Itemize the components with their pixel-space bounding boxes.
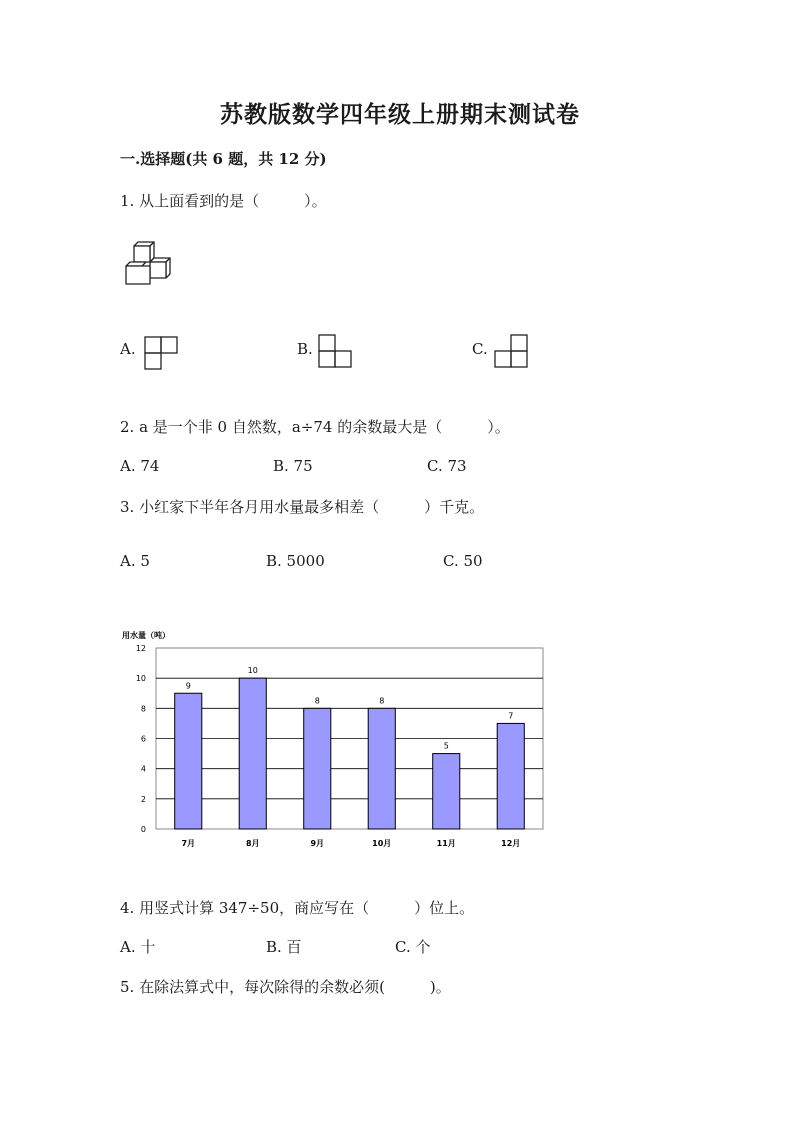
chart-y-tick-label: 4	[140, 764, 146, 774]
chart-y-tick-label: 0	[140, 825, 146, 834]
chart-y-axis-label: 用水量（吨）	[122, 631, 170, 640]
chart-bar	[304, 708, 331, 829]
option-4a: A. 十	[120, 938, 156, 956]
option-4b: B. 百	[266, 938, 302, 956]
option-3a: A. 5	[120, 552, 150, 570]
chart-bar	[433, 754, 460, 829]
chart-x-tick-label: 9月	[310, 839, 325, 848]
chart-bar	[497, 723, 524, 829]
option-1b-figure	[318, 334, 352, 368]
question-3-text: 3. 小红家下半年各月用水量最多相差（ ）千克。	[120, 498, 485, 516]
chart-bar	[175, 693, 202, 829]
chart-y-tick-label: 2	[140, 794, 146, 804]
option-1b-label: B.	[297, 340, 313, 358]
section-heading: 一.选择题(共 6 题，共 12 分)	[120, 150, 327, 168]
chart-y-tick-label: 6	[140, 734, 146, 744]
page-title: 苏教版数学四年级上册期末测试卷	[220, 101, 580, 128]
water-usage-bar-chart	[118, 626, 548, 856]
chart-data-label: 5	[443, 741, 449, 751]
option-1a-label: A.	[120, 340, 136, 358]
chart-x-tick-label: 7月	[181, 839, 196, 848]
chart-data-label: 8	[314, 696, 320, 706]
cube-stack-figure	[120, 242, 180, 288]
chart-bar	[368, 708, 395, 829]
option-2c: C. 73	[427, 457, 467, 475]
option-2b: B. 75	[273, 457, 313, 475]
option-1c-figure	[494, 334, 528, 368]
chart-data-label: 7	[508, 711, 514, 721]
chart-data-label: 10	[247, 666, 258, 676]
chart-x-tick-label: 8月	[245, 839, 260, 848]
chart-y-tick-label: 8	[140, 704, 146, 714]
option-1a-figure	[144, 336, 178, 370]
question-4-text: 4. 用竖式计算 347÷50，商应写在（ ）位上。	[120, 899, 475, 917]
chart-y-tick-label: 12	[135, 644, 146, 653]
option-3c: C. 50	[443, 552, 483, 570]
option-4c: C. 个	[395, 938, 431, 956]
option-2a: A. 74	[120, 457, 160, 475]
question-1-text: 1. 从上面看到的是（ ）。	[120, 192, 327, 210]
question-2-text: 2. a 是一个非 0 自然数，a÷74 的余数最大是（ ）。	[120, 418, 510, 436]
option-3b: B. 5000	[266, 552, 325, 570]
chart-data-label: 9	[185, 681, 191, 691]
chart-y-tick-label: 10	[135, 674, 146, 684]
option-1c-label: C.	[472, 340, 488, 358]
question-5-text: 5. 在除法算式中，每次除得的余数必须( )。	[120, 978, 451, 996]
chart-x-tick-label: 12月	[501, 839, 521, 848]
chart-x-tick-label: 11月	[436, 839, 456, 848]
chart-data-label: 8	[379, 696, 385, 706]
chart-bar	[239, 678, 266, 829]
chart-x-tick-label: 10月	[372, 839, 392, 848]
